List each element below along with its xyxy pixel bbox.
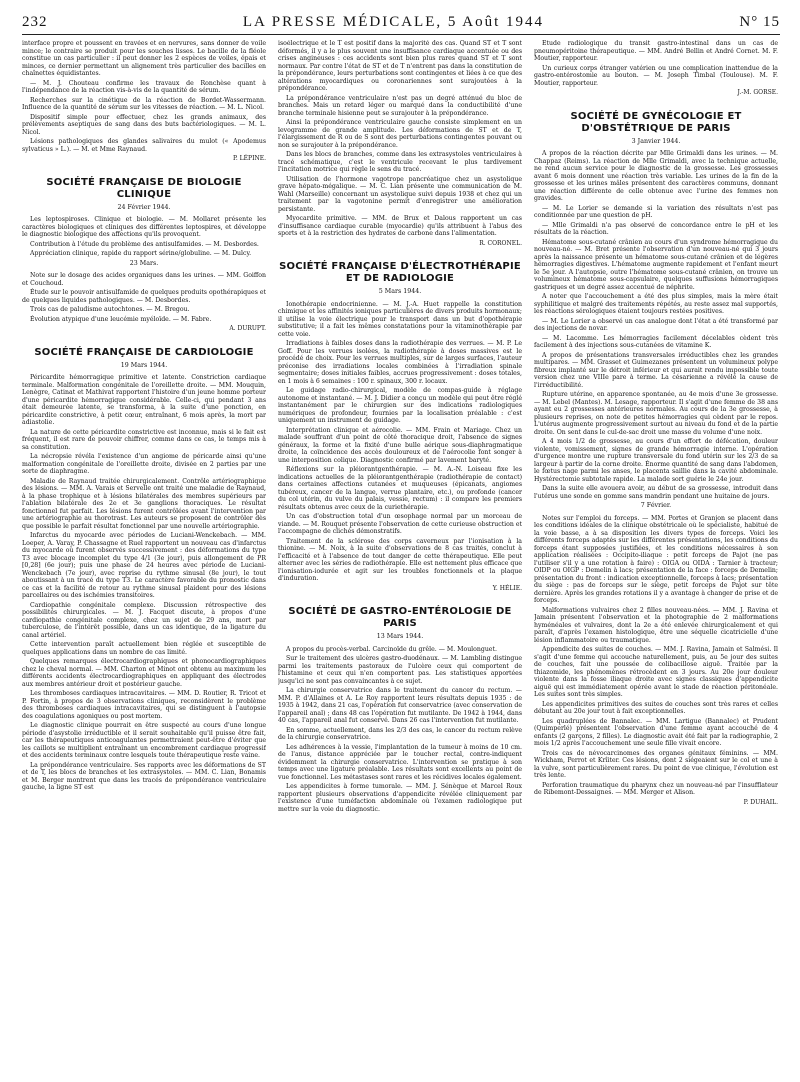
paragraph: Étude sur le pouvoir antisulfamide de quelques produits opothérapiques et de quelques liquides pathologiques. — M. Desbordes. [22, 289, 266, 304]
paragraph: Les appendicites à forme tumorale. — MM. J. Sénèque et Marcel Roux rapportent plusieurs observations d'appendicite révélée cliniquement par l'existence d'une tuméfaction abdominale où l'examen radiologique put mettre sur la voie du diagnostic. [278, 783, 522, 813]
paragraph: Lésions pathologiques des glandes salivaires du mulot (« Apodemus sylvaticus » L.). — M. et Mme Raynaud. [22, 138, 266, 153]
paragraph: Notes sur l'emploi du forceps. — MM. Portes et Granjon se placent dans les conditions idéales de la clinique obstétricale où le spécialiste, habitué de la voie basse, a à sa disposition les divers types de forceps. Voici les différents forceps adaptés sur les différentes présentations, les conditions du forceps étant supposées justifiées, et les conditions nécessaires à son application réalisées : Occipito-iliaque : petit forceps de Pajot (ne pas l'utiliser s'il y a une rotation à faire) : OIGA ou OIDA : Tarnier à tracteur; OIDP ou OIGP : Demelin à lacs; présentation de la face : forceps de Demelin; présentation du front : indication exceptionnelle, forceps à lacs; présentation du siège : pas de forceps sur le siège, petit forceps de Pajot sur tête dernière. Après les grandes rotations il y a avantage à changer de prise et de forceps. [534, 514, 778, 604]
issue-number: N° 15 [739, 14, 780, 30]
paragraph: Myocardite primitive. — MM. de Brux et Dalous rapportent un cas d'insuffisance cardiaque curable (myocardie) qu'ils attribuent à l'abus des sports et à la restriction des hydrates de carbone dans l'alimentation. [278, 215, 522, 237]
session-date: 13 Mars 1944. [376, 633, 424, 640]
paragraph: Quelques remarques électrocardiographiques et phonocardiographiques chez le cheval normal. — MM. Charton et Minot ont obtenu au maximum les différents accidents électrocardiographiques en appliquant des électrodes aux membres antérieur droit et postérieur gauche. [22, 658, 266, 688]
paragraph: Un curieux corps étranger vatérien ou une complication inattendue de la gastro-entérostomie au bouton. — M. Joseph Timbal (Toulouse). M. F. Moutier, rapporteur. [534, 64, 778, 87]
paragraph: Dans les blocs de branches, comme dans les extrasystoles ventriculaires à tracé schématique, c'est le ventricule recevant le plus tardivement l'incitation motrice qui règle le sens du tracé. [278, 151, 522, 173]
paragraph: Les adhérences à la vessie, l'implantation de la tumeur à moins de 10 cm. de l'anus, distance appréciée par le toucher rectal, contre-indiquent évidemment la chirurgie conservatrice. L'intervention se pratique à son temps avec une ligature préalable. Les résultats sont excellents au point de vue fonctionnel. Les métastases sont rares et les récidives locales également. [278, 743, 522, 781]
paragraph: Cardiopathie congénitale complexe. Discussion rétrospective des possibilités chirurgicales. — M. J. Facquet discute, à propos d'une cardiopathie congénitale complexe, chez un sujet de 29 ans, mort par tuberculose, de l'intérêt possible, dans un cas identique, de la ligature du canal artériel. [22, 601, 266, 639]
paragraph: Étude radiologique du transit gastro-intestinal dans un cas de pneumopéritoine thérapeutique. — MM. André Bellin et André Cornet. M. F. Moutier, rapporteur. [534, 40, 778, 62]
author-signature: R. CORONEL. [479, 239, 522, 247]
session-date: 7 Février. [640, 502, 672, 509]
session-date: 24 Février 1944. [117, 203, 171, 211]
session-date: 23 Mars. [129, 259, 159, 267]
column-2 [278, 40, 522, 1080]
paragraph: Cette intervention paraît actuellement bien réglée et susceptible de quelques applications dans un nombre de cas limité. [22, 641, 266, 656]
paragraph: La nécropsie révéla l'existence d'un angiome de péricarde ainsi qu'une malformation congénitale de l'oreillette droite, divisée en 2 parties par une sorte de diaphragme. [22, 453, 266, 475]
journal-title: LA PRESSE MÉDICALE, 5 Août 1944 [242, 14, 545, 30]
paragraph: A propos du procès-verbal. Carcinoïde du grêle. — M. Moulonguet. [286, 645, 497, 653]
paragraph: La prépondérance ventriculaire. Ses rapports avec les déformations de ST et de T, les blocs de branches et les extrasystoles. — MM. C. Lian, Bonamis et M. Berger montrent que dans les tracés de prépondérance ventriculaire gauche, la ligne ST est [22, 761, 266, 791]
paragraph: Recherches sur la cinétique de la réaction de Bordet-Wassermann. Influence de la quantité de sérum sur les vitesses de réaction. — M. L. Nicol. [22, 96, 266, 111]
paragraph: Utilisation de l'hormone vagotrope pancréatique chez un asystolique grave hépato-mégalique. — M. C. Lian présente une communication de M. Wahl (Marseille) concernant un asystolique suivi depuis 1938 et chez qui un traitement par la vagotonine permit d'enregistrer une amélioration persistante. [278, 175, 522, 213]
paragraph: Trois cas de paludisme autochtones. — M. Bregou. [30, 306, 190, 313]
paragraph: En somme, actuellement, dans les 2/3 des cas, le cancer du rectum relève de la chirurgie conservatrice. [278, 726, 522, 741]
page-number: 232 [22, 14, 48, 30]
paragraph: A propos de présentations transversales irréductibles chez les grandes multipares. — MM. Grasset et Guimezanes présentent un volumineux polype fibreux implanté sur le détroit inférieur et qui aurait rendu impossible toute version chez une VIIIe pare à terme. La césarienne a révélé la cause de l'irréductibilité. [534, 351, 778, 389]
paragraph: A propos de la réaction décrite par Mlle Grimaldi dans les urines. — M. Chappaz (Reims). La réaction de Mlle Grimaldi, avec la technique actuelle, ne rend aucun service pour le diagnostic de la grossesse. Les grossesses avant 6 mois donnent une réaction très variable. Les urines de la fin de la grossesse et les urines mâles présentent des caractères communs, donnant une réaction différente de celle obtenue avec l'urine des femmes non gravides. [534, 150, 778, 202]
paragraph: Dispositif simple pour effectuer, chez les grands animaux, des prélèvements aseptiques de sang dans des buts bactériologiques. — M. L. Nicol. [22, 113, 266, 136]
session-date: 3 Janvier 1944. [631, 137, 681, 145]
section-title: SOCIÉTÉ FRANÇAISE DE CARDIOLOGIE [34, 346, 254, 358]
author-signature: P. LÉPINE. [233, 155, 266, 162]
paragraph: La chirurgie conservatrice dans le traitement du cancer du rectum. — MM. P. d'Allaines et A. Le Roy rapportent leurs résultats depuis 1935 : de 1935 à 1942, dans 21 cas, l'opération fut conservatrice (avec conservation de l'appareil anal) ; dans 48 cas l'opération fut mutilante. De 1942 à 1944, dans 40 cas, l'appareil anal fut conservé. Dans 26 cas l'intervention fut mutilante. [278, 687, 522, 724]
column-1 [22, 40, 266, 1080]
author-signature: Y. HÉLIE. [492, 584, 522, 592]
paragraph: Malformations vulvaires chez 2 filles nouveau-nées. — MM. J. Ravina et Jamain présentent l'observation et la photographie de 2 malformations hyménéales et vulvaires, dont la 2e a été enlevée chirurgicalement et qui paraît, d'après l'examen histologique, être une séquelle cicatricielle d'une lésion inflammatoire ou traumatique. [534, 606, 778, 644]
paragraph: Réflexions sur la pléiorantgenthérapie. — M. A.-N. Loiseau fixe les indications actuelles de la pléiorantgenthérapie (radiothérapie de contact) dans certaines affections cutanées et muqueuses (épicanats, angiomes tubéreux, cancer de la langue, verrue plantaire, etc.), ou profonde (cancer du col utérin, du vulve du palais, vessie, rectum) : il compare les premiers résultats obtenus avec ceux de la curiethérapie. [278, 466, 522, 511]
paragraph: Les quadruplées de Bannalec. — MM. Lartigue (Bannalec) et Prudent (Quimperlé) présentent l'observation d'une femme ayant accouché de 4 enfants (2 garçons, 2 filles). Le diagnostic avait été fait par la radiographie, 2 mois 1/2 après l'accouchement une seule fille vivait encore. [534, 717, 778, 747]
paragraph: A 4 mois 1/2 de grossesse, au cours d'un effort de défécation, douleur violente, vomissement, signes de grande hémorragie interne. L'opération d'urgence montre une rupture transversale du fond utérin sur les 2/3 de sa largeur à partir de la corne droite. Énorme quantité de sang dans l'abdomen, le fœtus nage parmi les anses, le placenta saillie dans la cavité abdominale. Hystérectomie subtotale rapide. La malade sort guérie le 24e jour. [534, 438, 778, 483]
paragraph: Le guidage radio-chirurgical, modèle de compas-guide à réglage autonome et instantané. — M. J. Didier a conçu un modèle qui peut être réglé instantanément par le chirurgien sur des indications radiologiques numériques de profondeur, fournies par la localisation préalable : c'est uniquement un instrument de guidage. [278, 387, 522, 424]
paragraph: Traitement de la sclérose des corps caverneux par l'ionisation à la thionine. — M. Noix, à la suite d'observations de 8 cas traités, conclut à l'efficacité et à l'absence de tout danger de cette thérapeutique. Elle peut alterner avec les séries de radiothérapie. Elle est nettement plus efficace que l'ionisation-iodurée et agit sur les troubles fonctionnels et la plaque d'induration. [278, 537, 522, 582]
paragraph: Un cas d'obstruction total d'un œsophage normal par un morceau de viande. — M. Rouquet présente l'observation de cette curieuse obstruction et l'accompagne de clichés démonstratifs. [278, 513, 522, 535]
paragraph: Ionothérapie endocrinienne. — M. J.-A. Huet rappelle la constitution chimique et les affinités ioniques particulières de divers produits hormonaux; il utilise la voie électrique pour le transport dans un but d'opothérapie substitutive; il a fait les mêmes constatations pour la vitaminothérapie par cette voie. [278, 300, 522, 338]
paragraph: Les appendicites primitives des suites de couches sont très rares et celles débutant au 20e jour tout à fait exceptionnelles. [534, 700, 778, 715]
paragraph: Évolution atypique d'une leucémie myéloïde. — M. Fabre. [30, 315, 212, 323]
paragraph: interface propre et poussent en travées et en nervures, sans donner de voile mince; le contraire se produit pour les souches lisses. Le bacille de la fléole constitue un cas particulier : il peut donner les 2 espèces de voiles, épais et minces, ce dernier permettant un alignement très particulier des bacilles en chaînettes équidistantes. [22, 40, 266, 77]
paragraph: Rupture utérine, en apparence spontanée, au 4e mois d'une 3e grossesse. — M. Lebel (Mantes). M. Lesage, rapporteur. Il s'agit d'une femme de 38 ans ayant eu 2 grossesses antérieures normales. Au cours de la 3e grossesse, à plusieurs reprises, on note de petites hémorragies qui cèdent par le repos. L'utérus augmente progressivement surtout au niveau du fond et de la partie droite. On sent dans le cul-de-sac droit une masse du volume d'une noix. [534, 391, 778, 436]
paragraph: — M. Lacomme. Les hémorragies facilement décelables cèdent très facilement à des injections sous-cutanées de vitamine K. [534, 334, 778, 349]
section-title: SOCIÉTÉ FRANÇAISE DE BIOLOGIE CLINIQUE [46, 176, 242, 200]
paragraph: Sur le traitement des ulcères gastro-duodénaux. — M. Lambling distingue parmi les traitements pastoraux de l'ulcère ceux qui comportent de l'histamine et ceux qui n'en comportent pas. Les statistiques apportées jusqu'ici ne sont pas convaincantes à ce sujet. [278, 655, 522, 685]
paragraph: Péricardite hémorragique primitive et latente. Constriction cardiaque terminale. Malformation congénitale de l'oreillette droite. — MM. Mouquin, Lenègre, Catinat et Mathivat rapportent l'histoire d'un jeune homme porteur d'une péricardite hémorragique considérable. Celle-ci, qui pendant 3 ans était demeurée latente, se transforma, à la suite d'une ponction, en péricardite constrictive, à petit cœur, entraînant, 6 mois après, la mort par adiastolie. [22, 374, 266, 426]
paragraph: Interprétation clinique et aérocolie. — MM. Frain et Mariage. Chez un malade souffrant d'un point de côté thoracique droit, l'absence de signes généraux, la forme et la fixité d'une bulle aérique sous-diaphragmatique droite, la coïncidence des accès douloureux et de l'aérocolie font songer à une interposition colique. Diagnostic confirmé par lavement baryté. [278, 426, 522, 464]
session-date: 5 Mars 1944. [378, 288, 422, 295]
paragraph: — M. Le Lorier se demande si la variation des résultats n'est pas conditionnée par une question de pH. [534, 204, 778, 219]
paragraph: Maladie de Raynaud traitée chirurgicalement. Contrôle artériographique des lésions. — MM. A. Varais et Servelle ont traité une maladie de Raynaud, à la phase trophique et à lésions bilatérales des membres supérieurs par l'ablation bilatérale des 2e et 3e ganglions thoraciques. Le résultat fonctionnel fut parfait. Les lésions furent contrôlées avant l'intervention par une artériographie au thorotrast. Les auteurs se proposent de contrôler dès que possible le parfait résultat fonctionnel par une nouvelle artériographie. [22, 477, 266, 530]
paragraph: Infarctus du myocarde avec périodes de Luciani-Wenckebach. — MM. Loeper, A. Varay, P. Chassagne et Ruel rapportent un nouveau cas d'infarctus du myocarde où furent observés successivement : des déformations du type T3 avec blocage incomplet du type 4/1 (3e jour), puis allongement de PR [0,28] (6e jour); puis une phase de 24 heures avec période de Luciani-Wenckebach (7e jour), avec reprise du rythme sinusal (8e jour), le tout aboutissant à un tracé du type T3. Le caractère favorable du pronostic dans ce cas et la facilité de retour au rythme sinusal plaident pour des lésions parcellaires ou des ischémies transitoires. [22, 532, 266, 599]
paragraph: — M. J. Chouteau confirme les travaux de Ronchèse quant à l'indépendance de la réaction vis-à-vis de la quantité de sérum. [22, 79, 266, 94]
paragraph: Les leptospiroses. Clinique et biologie. — M. Mollaret présente les caractères biologiques et cliniques des différentes leptospires, et développe le diagnostic biologique des affections qu'ils provoquent. [22, 216, 266, 238]
author-signature: A. DURUPT. [229, 325, 266, 332]
paragraph: Contribution à l'étude du problème des antisulfamides. — M. Desbordes. [30, 240, 259, 248]
paragraph: Hématome sous-cutané crânien au cours d'un syndrome hémorragique du nouveau-né. — M. Bret présente l'observation d'un nouveau-né qui 3 jours après la naissance présente un hématome sous-cutané crânien et de légères hémorragies digestives. L'hématome augmente rapidement et l'enfant meurt le 5e jour. A l'autopsie, outre l'hématome sous-cutané crânien, on trouve un volumineux hématome sous-capsulaire, quelques suffusions hémorragiques gastriques et un degré assez accentué de néphrite. [534, 238, 778, 291]
paragraph: Appréciation clinique, rapide du rapport sérine/globuline. — M. Dulcy. [30, 250, 252, 257]
section-title: SOCIÉTÉ DE GASTRO-ENTÉROLOGIE DE PARIS [288, 606, 512, 629]
paragraph: La nature de cette péricardite constrictive est inconnue, mais si le fait est fréquent, il est rare de pouvoir chiffrer, comme dans ce cas, le temps mis à sa constitution. [22, 428, 266, 451]
paragraph: Irradiations à faibles doses dans la radiothérapie des verrues. — M. P. Le Goff. Pour les verrues isolées, la radiothérapie à doses massives est le procédé de choix. Pour les verrues multiples, sur de larges surfaces, l'auteur préconise des irradiations locales combinées à l'irradiation spinale segmentaire; doses initiales faibles, accrues progressivement : doses totales, en 1 mois à 6 semaines : 100 r. spinaux, 300 r. locaux. [278, 340, 522, 385]
paragraph: isoélectrique et le T est positif dans la majorité des cas. Quand ST et T sont déformés, il y a le plus souvent une insuffisance cardiaque accentuée ou des crises angineuses : ces accidents sont bien plus rares quand ST et T sont normaux. Par contre l'état de ST et de T n'entrent pas dans la constitution de la prépondérance, leurs perturbations sont contingentes et liées à ce que des altérations myocardiques ou coronariennes sont surajoutées à la prépondérance. [278, 40, 522, 92]
paragraph: La prépondérance ventriculaire n'est pas un degré atténué du bloc de branches. Mais un retard léger ou marqué dans la conductibilité d'une branche terminale hisienne peut se surajouter à la prépondérance. [278, 94, 522, 117]
paragraph: Le diagnostic clinique pourrait en être suspecté au cours d'une longue période d'asystolie irréductible et il serait souhaitable qu'il puisse être fait, car les thérapeutiques anticoagulantes permettraient peut-être d'éviter que les caillots se multiplient entraînant un encombrement cardiaque progressif et des accidents terminaux contre lesquels toute thérapeutique reste vaine. [22, 722, 266, 759]
section-title: SOCIÉTÉ FRANÇAISE D'ÉLECTROTHÉRAPIE ET DE RADIOLOGIE [279, 261, 521, 284]
paragraph: Ainsi la prépondérance ventriculaire gauche consiste simplement en un levogramme de grande amplitude. Les déformations de ST et de T, l'élargissement de R ou de S sont des perturbations contingentes pouvant ou non se surajouter à la prépondérance. [278, 119, 522, 149]
paragraph: A noter que l'accouchement a été des plus simples, mais la mère était syphilitique et malgré des traitements répétés, au reste assez mal supportés, les réactions sérologiques étaient toujours restées positives. [534, 293, 778, 315]
paragraph: Appendicite des suites de couches. — MM. J. Ravina, Jamain et Salmési. Il s'agit d'une femme qui accouche naturellement, puis, au 5e jour des suites de couches, fait une poussée de colibacillose aiguë. Traitée par la thiazomide, les phénomènes rétrocèdent en 3 jours. Au 20e jour douleur violente dans la fosse iliaque droite avec signes classiques d'appendicite aiguë qui est immédiatement opérée avant le stade de réaction péritonéale. Les suites sont très simples. [534, 646, 778, 698]
paragraph: Les thromboses cardiaques intracavitaires. — MM. D. Routier, R. Tricot et P. Fortin, à propos de 3 observations cliniques, reconsidèrent le problème des thromboses cardiaques intracavitaires, qui se distinguent à l'autopsie des coagulations agoniques ou post mortem. [22, 690, 266, 720]
paragraph: Trois cas de névocarcinomes des organes génitaux féminins. — MM. Wickham, Perrot et Krîiter. Ces lésions, dont 2 siégeaient sur le col et une à la vulve, sont particulièrement rares. Du point de vue clinique, l'évolution est très lente. [534, 749, 778, 779]
page-header [22, 14, 780, 35]
paragraph: Note sur le dosage des acides organiques dans les urines. — MM. Goiffon et Couchoud. [22, 272, 266, 287]
paragraph: — M. Le Lorier a observé un cas analogue dont l'état a été transformé par des injections de novar. [534, 317, 778, 332]
column-3 [534, 40, 778, 1080]
paragraph: Perforation traumatique du pharynx chez un nouveau-né par l'insufflateur de Ribemont-Dessaignes. — MM. Merger et Alison. [534, 781, 778, 796]
section-title: SOCIÉTÉ DE GYNÉCOLOGIE ET D'OBSTÉTRIQUE DE PARIS [570, 110, 742, 134]
paragraph: Dans la suite elle avouera avoir, au début de sa grossesse, introduit dans l'utérus une sonde en gomme sans mandrin pendant une huitaine de jours. [534, 485, 778, 500]
author-signature: J.-M. GORSE. [737, 89, 778, 96]
author-signature: P. DUHAIL. [743, 798, 778, 806]
session-date: 19 Mars 1944. [120, 361, 168, 369]
paragraph: — Mlle Grimaldi n'a pas observé de concordance entre le pH et les résultats de la réaction. [534, 221, 778, 236]
